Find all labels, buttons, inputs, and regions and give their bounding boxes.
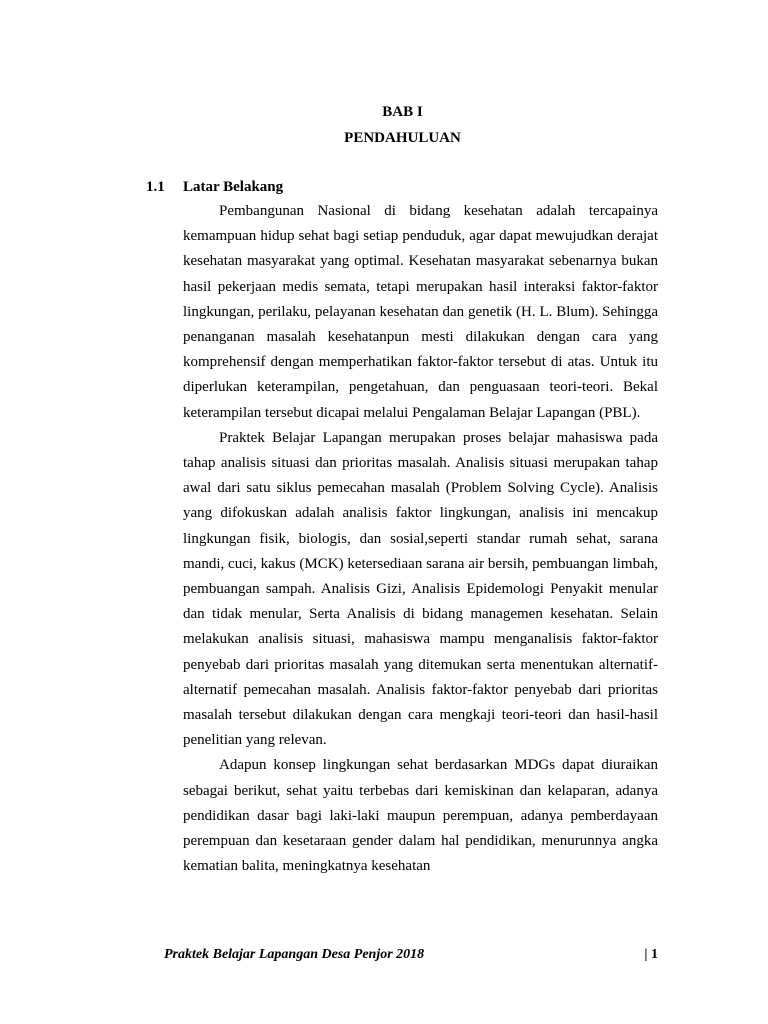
- section-heading: [146, 178, 283, 196]
- footer-page-number: | 1: [644, 947, 658, 962]
- paragraph: Praktek Belajar Lapangan merupakan proses belajar mahasiswa pada tahap analisis situasi dan prioritas masalah. Analisis situasi merupakan tahap awal dari satu siklus pemecahan masalah (Problem Solving Cycle). Analisis yang difokuskan adalah analisis faktor lingkungan, analisis ini mencakup lingkungan fisik, biologis, dan sosial,seperti standar rumah sehat, sarana mandi, cuci, kakus (MCK) ketersediaan sarana air bersih, pembuangan limbah, pembuangan sampah. Analisis Gizi, Analisis Epidemologi Penyakit menular dan tidak menular, Serta Analisis di bidang managemen kesehatan. Selain melakukan analisis situasi, mahasiswa mampu menganalisis faktor-faktor penyebab dari prioritas masalah yang ditemukan serta menentukan alternatif-alternatif pemecahan masalah. Analisis faktor-faktor penyebab dari prioritas masalah tersebut dilakukan dengan cara mengkaji teori-teori dan hasil-hasil penelitian yang relevan.: [183, 429, 658, 749]
- section-number: 1.1: [146, 179, 165, 195]
- paragraph: Pembangunan Nasional di bidang kesehatan adalah tercapainya kemampuan hidup sehat bagi setiap penduduk, agar dapat mewujudkan derajat kesehatan masyarakat yang optimal. Kesehatan masyarakat sebenarnya bukan hasil pekerjaan medis semata, tetapi merupakan hasil interaksi faktor-faktor lingkungan, perilaku, pelayanan kesehatan dan genetik (H. L. Blum). Sehingga penanganan masalah kesehatanpun mesti dilakukan dengan cara yang komprehensif dengan memperhatikan faktor-faktor tersebut di atas. Untuk itu diperlukan keterampilan, pengetahuan, dan penguasaan teori-teori. Bekal keterampilan tersebut dicapai melalui Pengalaman Belajar Lapangan (PBL).: [183, 203, 658, 421]
- paragraph: Adapun konsep lingkungan sehat berdasarkan MDGs dapat diuraikan sebagai berikut, sehat yaitu terbebas dari kemiskinan dan kelaparan, adanya pendidikan dasar bagi laki-laki maupun perempuan, adanya pemberdayaan perempuan dan kesetaraan gender dalam hal pendidikan, menurunnya angka kematian balita, meningkatnya kesehatan: [183, 757, 658, 875]
- section-title: Latar Belakang: [183, 179, 284, 195]
- footer-title: Praktek Belajar Lapangan Desa Penjor 2018: [164, 947, 425, 962]
- chapter-title: PENDAHULUAN: [344, 130, 461, 146]
- body-text: [183, 199, 658, 879]
- chapter-number: BAB I: [382, 104, 423, 120]
